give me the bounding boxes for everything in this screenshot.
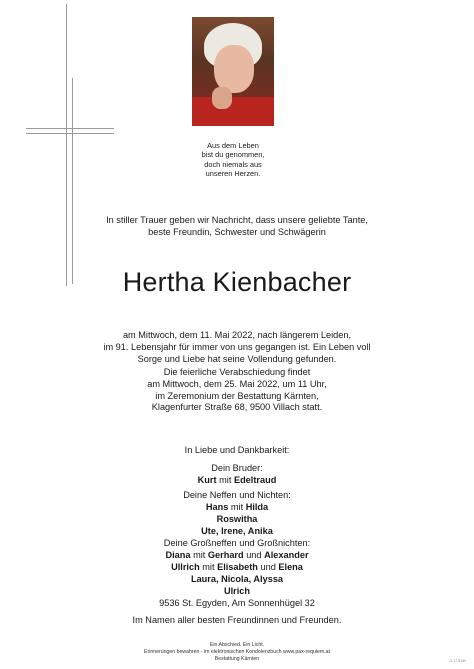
passing-notice: am Mittwoch, dem 11. Mai 2022, nach längerem Leiden, im 91. Lebensjahr für immer von uns gegangen ist. Ein Leben voll Sorge und Liebe hat seine Vollendung gefunden. (103, 330, 371, 364)
intro-text: In stiller Trauer geben wir Nachricht, dass unsere geliebte Tante, beste Freundin, Schwester und Schwägerin (106, 215, 368, 237)
family-address: 9536 St. Egyden, Am Sonnenhügel 32 (159, 598, 315, 608)
deceased-name: Hertha Kienbacher (122, 267, 352, 297)
cross-horizontal-line (26, 128, 114, 129)
mourners-grand-nephews-nieces: Deine Großneffen und Großnichten: Diana mit Gerhard und Alexander Ullrich mit Elisabeth und Elena Laura, Nicola, Alyssa Ulrich (163, 538, 311, 596)
cross-horizontal-line-inner (26, 133, 114, 134)
document-code: D-17-5190 (449, 659, 466, 663)
ceremony-notice: Die feierliche Verabschiedung findet am Mittwoch, dem 25. Mai 2022, um 11 Uhr, im Zeremonium der Bestattung Kärnten, Klagenfurter Straße 68, 9500 Villach statt. (147, 367, 327, 413)
footer: Ein Abschied. Ein Licht. Erinnerungen bewahren - im elektronischen Kondolenzbuch www.pax-requiem.at Bestattung Kärnten (144, 642, 330, 662)
cross-vertical-line (66, 4, 67, 286)
mourners-nephews-nieces: Deine Neffen und Nichten: Hans mit Hilda Roswitha Ute, Irene, Anika (183, 490, 291, 536)
closing-line: Im Namen aller besten Freundinnen und Freunden. (132, 615, 342, 625)
memorial-verse: Aus dem Leben bist du genommen, doch niemals aus unseren Herzen. (201, 141, 265, 179)
mourners-brother: Dein Bruder: Kurt mit Edeltraud (197, 463, 277, 485)
gratitude-heading: In Liebe und Dankbarkeit: (184, 445, 290, 455)
portrait-photo (192, 17, 274, 126)
cross-vertical-line-inner (72, 78, 73, 284)
